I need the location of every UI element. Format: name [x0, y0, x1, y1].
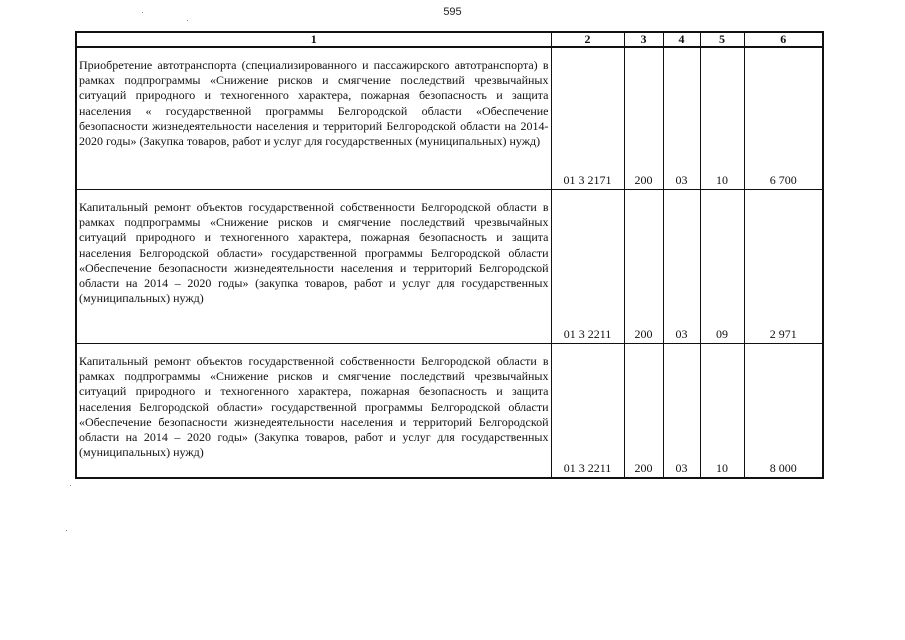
column-header-3: 3	[624, 32, 663, 47]
row-amount: 8 000	[744, 344, 823, 479]
table-row	[76, 190, 823, 344]
row-subsection: 09	[700, 190, 744, 344]
row-subsection: 10	[700, 344, 744, 479]
scan-speck	[187, 20, 188, 21]
row-expense-type: 200	[624, 344, 663, 479]
row-code: 01 3 2211	[551, 344, 624, 479]
scan-speck	[66, 530, 67, 531]
column-header-2: 2	[551, 32, 624, 47]
row-section: 03	[663, 47, 700, 190]
row-amount: 2 971	[744, 190, 823, 344]
row-code: 01 3 2211	[551, 190, 624, 344]
scan-speck	[142, 12, 143, 13]
page-number: 595	[443, 6, 462, 18]
table-header	[76, 32, 823, 47]
column-header-6: 6	[744, 32, 823, 47]
column-header-5: 5	[700, 32, 744, 47]
row-subsection: 10	[700, 47, 744, 190]
column-header-1: 1	[76, 32, 551, 47]
table-body	[76, 47, 823, 478]
table-row	[76, 344, 823, 479]
row-amount: 6 700	[744, 47, 823, 190]
row-section: 03	[663, 190, 700, 344]
row-expense-type: 200	[624, 190, 663, 344]
header-row	[76, 32, 823, 47]
row-description: Капитальный ремонт объектов государственной собственности Белгородской области в рамках подпрограммы «Снижение рисков и смягчение последствий чрезвычайных ситуаций природного и техногенного характера, пожарная безопасность и защита населения Белгородской области» государственной программы Белгородской области «Обеспечение безопасности жизнедеятельности населения и территорий Белгородской области на 2014 – 2020 годы» (закупка товаров, работ и услуг для государственных (муниципальных) нужд)	[76, 190, 551, 344]
row-expense-type: 200	[624, 47, 663, 190]
table-row	[76, 47, 823, 190]
budget-table	[75, 31, 824, 479]
row-description: Капитальный ремонт объектов государственной собственности Белгородской области в рамках подпрограммы «Снижение рисков и смягчение последствий чрезвычайных ситуаций природного и техногенного характера, пожарная безопасность и защита населения Белгородской области» государственной программы Белгородской области «Обеспечение безопасности жизнедеятельности населения и территорий Белгородской области на 2014 – 2020 годы» (Закупка товаров, работ и услуг для государственных (муниципальных) нужд)	[76, 344, 551, 479]
row-description: Приобретение автотранспорта (специализированного и пассажирского автотранспорта) в рамках подпрограммы «Снижение рисков и смягчение последствий чрезвычайных ситуаций природного и техногенного характера, пожарная безопасность и защита населения « государственной программы Белгородской области «Обеспечение безопасности жизнедеятельности населения и территорий Белгородской области на 2014-2020 годы» (Закупка товаров, работ и услуг для государственных (муниципальных) нужд)	[76, 47, 551, 190]
row-section: 03	[663, 344, 700, 479]
scan-speck	[70, 485, 71, 486]
row-code: 01 3 2171	[551, 47, 624, 190]
column-header-4: 4	[663, 32, 700, 47]
